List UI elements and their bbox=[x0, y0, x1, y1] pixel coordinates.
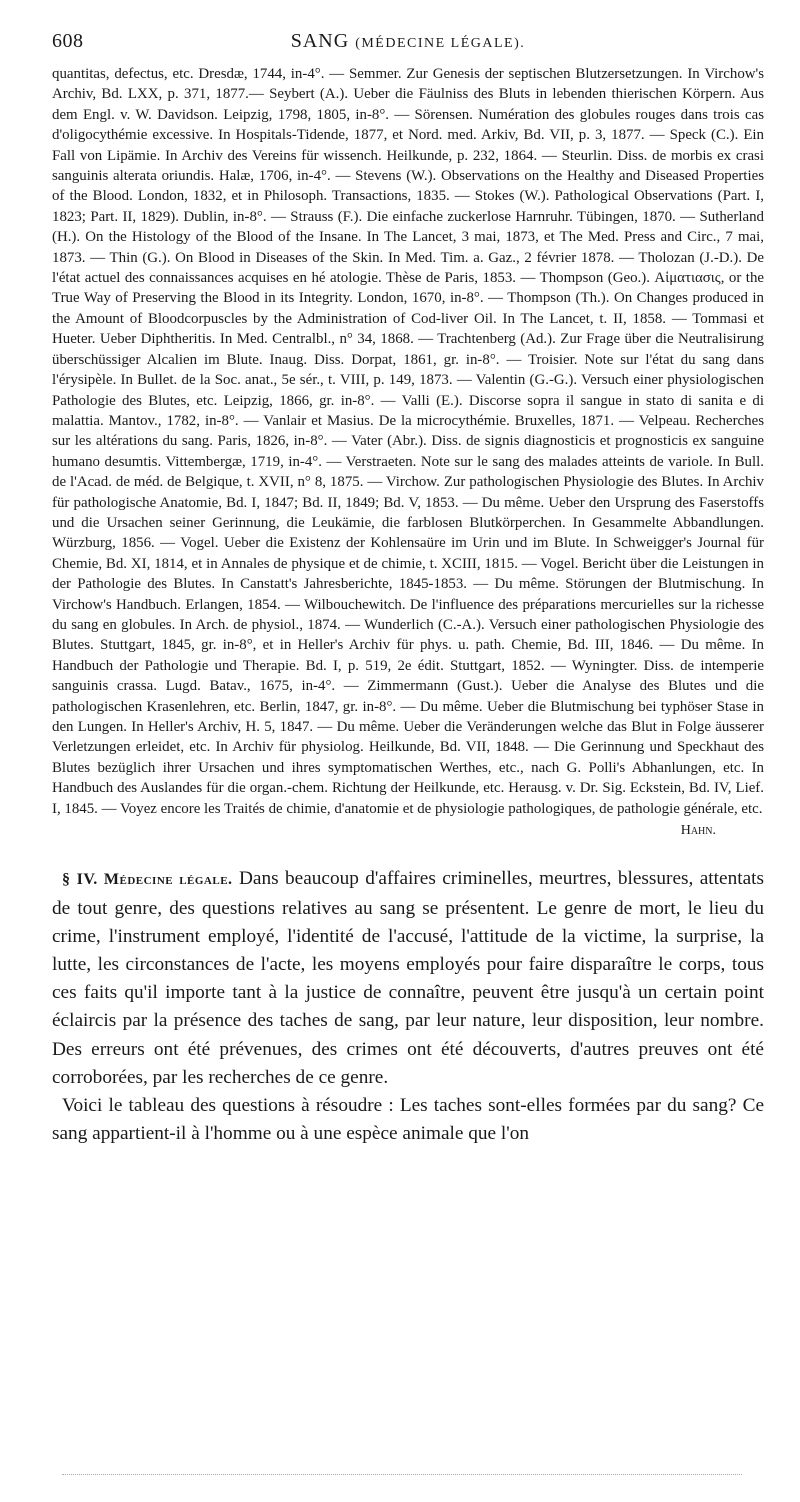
page bbox=[52, 30, 764, 1148]
footer-rule bbox=[62, 1474, 742, 1475]
paragraph-2: Voici le tableau des questions à résoudre : Les taches sont-elles formées par du sang? Ce sang appartient-il à l'homme ou à une espèce animale que l'on bbox=[52, 1095, 764, 1145]
paragraph-1-text: Dans beaucoup d'affaires criminelles, meurtres, blessures, attentats de tout genre, des questions relatives au sang se présentent. Le genre de mort, le lieu du crime, l'instrument employé, l'identité de l'accusé, l'attitude de la victime, la surprise, la lutte, les circonstances de l'acte, les moyens employés pour faire disparaître le corps, tous ces faits qu'il importe tant à la justice de connaître, peuvent être jusqu'à un certain point éclaircis par la présence des taches de sang, par leur nature, leur disposition, leur nombre. Des erreurs ont été prévenues, des crimes ont été découverts, d'autres preuves ont été corroborées, par les recherches de ce genre. bbox=[52, 868, 764, 1088]
section-heading: § IV. Médecine légale. bbox=[62, 871, 233, 889]
section-body bbox=[52, 865, 764, 1148]
bibliography-text: quantitas, defectus, etc. Dresdæ, 1744, in-4°. — Semmer. Zur Genesis der septischen Blutzersetzungen. In Virchow's Archiv, Bd. LXX, p. 371, 1877.— Seybert (A.). Ueber die Fäulniss des Bluts in lebenden thierischen Körpern. Aus dem Engl. v. W. Davidson. Leipzig, 1798, 1805, in-8°. — Sörensen. Numération des globules rouges dans trois cas d'oligocythémie excessive. In Hospitals-Tidende, 1877, et Nord. med. Arkiv, Bd. VII, p. 3, 1877. — Speck (C.). Ein Fall von Lipämie. In Archiv des Vereins für wissench. Heilkunde, p. 232, 1864. — Steurlin. Diss. de morbis ex crasi sanguinis alterata oriundis. Halæ, 1706, in-4°. — Stevens (W.). Observations on the Healthy and Diseased Properties of the Blood. London, 1832, et in Philosoph. Transactions, 1835. — Stokes (W.). Pathological Observations (Part. I, 1823; Part. II, 1829). Dublin, in-8°. — Strauss (F.). Die einfache zuckerlose Harnruhr. Tübingen, 1870. — Sutherland (H.). On the Histology of the Blood of the Insane. In The Lancet, 3 mai, 1873, et The Med. Press and Circ., 7 mai, 1873. — Thin (G.). On Blood in Diseases of the Skin. In Med. Tim. a. Gaz., 2 février 1878. — Tholozan (J.-D.). De l'état actuel des connaissances acquises en hé atologie. Thèse de Paris, 1853. — Thompson (Geo.). Αἱματιασις, or the True Way of Preserving the Blood in its Integrity. London, 1670, in-8°. — Thompson (Th.). On Changes produced in the Amount of Bloodcorpuscles by the Administration of Cod-liver Oil. In The Lancet, t. II, 1858. — Tommasi et Hueter. Ueber Diphtheritis. In Med. Centralbl., n° 34, 1868. — Trachtenberg (Ad.). Zur Frage über die Neutralisirung überschüssiger Alcalien im Blute. Inaug. Diss. Dorpat, 1861, gr. in-8°. — Troisier. Note sur l'état du sang dans l'érysipèle. In Bullet. de la Soc. anat., 5e sér., t. VIII, p. 149, 1873. — Valentin (G.-G.). Versuch einer physiologischen Pathologie des Blutes, etc. Leipzig, 1866, gr. in-8°. — Valli (E.). Discorse sopra il sangue in stato di sanita e di malattia. Mantov., 1782, in-8°. — Vanlair et Masius. De la microcythémie. Bruxelles, 1871. — Velpeau. Recherches sur les altérations du sang. Paris, 1826, in-8°. — Vater (Abr.). Diss. de signis diagnosticis et prognosticis ex sanguine humano desumtis. Vittembergæ, 1719, in-4°. — Verstraeten. Note sur le sang des malades atteints de variole. In Bull. de l'Acad. de méd. de Belgique, t. XVII, n° 8, 1875. — Virchow. Zur pathologischen Physiologie des Blutes. In Archiv für pathologische Anatomie, Bd. I, 1847; Bd. II, 1849; Bd. V, 1853. — Du même. Ueber den Ursprung des Faserstoffs und die Ursachen seiner Gerinnung, die Leukämie, die farblosen Blutkörperchen. In Gesammelte Abbandlungen. Würzburg, 1856. — Vogel. Ueber die Existenz der Kohlensaüre im Urin und im Blute. In Schweigger's Journal für Chemie, Bd. XI, 1814, et in Annales de physique et de chimie, t. XCIII, 1815. — Vogel. Bericht über die Leistungen in der Pathologie des Blutes. In Canstatt's Jahresberichte, 1845-1853. — Du même. Störungen der Blutmischung. In Virchow's Handbuch. Erlangen, 1854. — Wilbouchewitch. De l'influence des préparations mercurielles sur la richesse du sang en globules. In Arch. de physiol., 1874. — Wunderlich (C.-A.). Versuch einer pathologischen Physiologie des Blutes. Stuttgart, 1845, gr. in-8°, et in Heller's Archiv für phys. u. path. Chemie, Bd. III, 1846. — Du même. In Handbuch der Pathologie und Therapie. Bd. I, p. 519, 2e édit. Stuttgart, 1852. — Wyningter. Diss. de intemperie sanguinis crassa. Lugd. Batav., 1675, in-4°. — Zimmermann (Gust.). Ueber die Analyse des Blutes und die pathologischen Krasenlehren, etc. Berlin, 1847, gr. in-8°. — Du même. Ueber die Blutmischung bei typhöser Stase in den Lungen. In Heller's Archiv, H. 5, 1847. — Du même. Ueber die Veränderungen welche das Blut in Folge äusserer Verletzungen erleidet, etc. In Archiv für physiolog. Heilkunde, Bd. VII, 1848. — Die Gerinnung und Speckhaut des Blutes bezüglich ihrer Ursachen und ihres symptomatischen Werthes, etc., nach G. Polli's Abhanlungen, etc. In Handbuch des Auslandes für die organ.-chem. Richtung der Heilkunde, etc. Herausg. v. Dr. Sig. Eckstein, Bd. IV, Lief. I, 1845. — Voyez encore les Traités de chimie, d'anatomie et de physiologie pathologiques, de pathologie générale, etc. bbox=[52, 66, 764, 817]
paragraph-1 bbox=[52, 865, 764, 1092]
page-number: 608 bbox=[52, 30, 84, 52]
running-header bbox=[52, 30, 764, 60]
running-title-main: SANG bbox=[290, 30, 350, 52]
running-title-sub: (MÉDECINE LÉGALE). bbox=[355, 36, 526, 51]
author-signature: Hahn. bbox=[680, 823, 716, 839]
bibliography-block bbox=[52, 64, 764, 841]
running-title bbox=[52, 30, 764, 53]
